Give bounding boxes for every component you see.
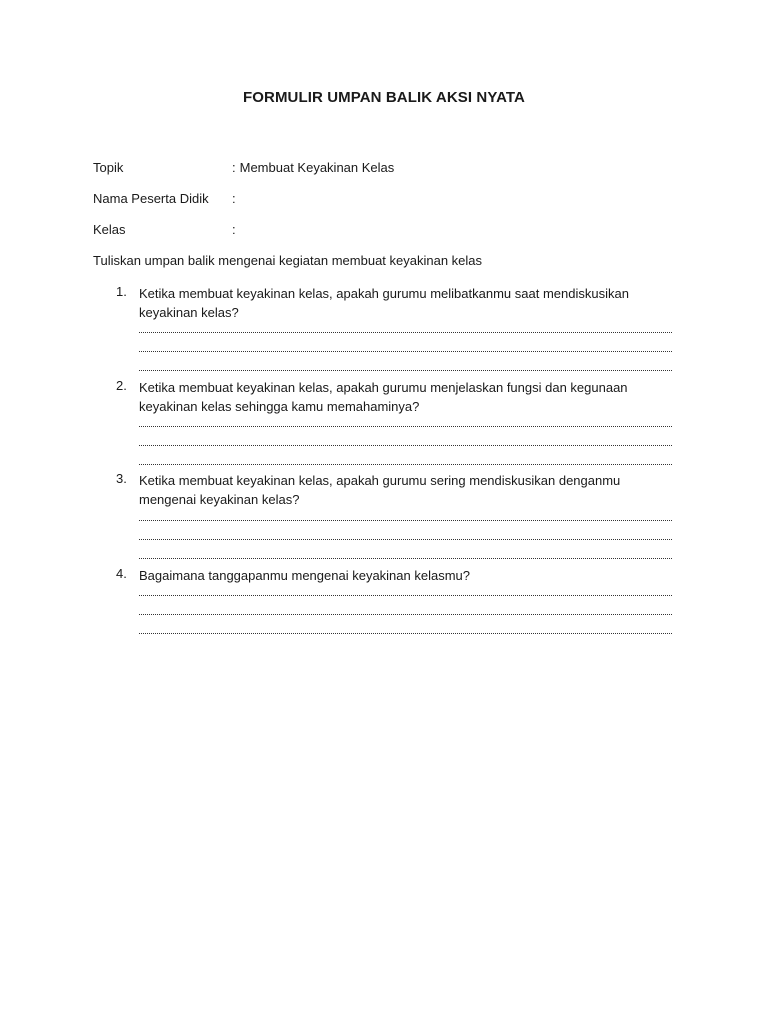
question-line: keyakinan kelas? (139, 305, 239, 320)
field-separator: : (232, 222, 236, 237)
answer-line[interactable] (139, 443, 672, 446)
question-number: 1. (116, 284, 127, 299)
answer-line[interactable] (139, 462, 672, 465)
question-number: 3. (116, 471, 127, 486)
question-text (139, 284, 679, 322)
question-line: Ketika membuat keyakinan kelas, apakah gurumu sering mendiskusikan denganmu (139, 473, 621, 488)
question-line: Ketika membuat keyakinan kelas, apakah gurumu melibatkanmu saat mendiskusikan (139, 286, 629, 301)
question-line: Ketika membuat keyakinan kelas, apakah gurumu menjelaskan fungsi dan kegunaan (139, 380, 628, 395)
answer-line[interactable] (139, 537, 672, 540)
answer-line[interactable] (139, 518, 672, 521)
question-text (139, 471, 679, 509)
answer-line[interactable] (139, 612, 672, 615)
answer-line[interactable] (139, 368, 672, 371)
field-topik (93, 160, 394, 175)
field-separator: : (232, 191, 236, 206)
question-text (139, 378, 679, 416)
answer-line[interactable] (139, 424, 672, 427)
question-number: 2. (116, 378, 127, 393)
answer-line[interactable] (139, 349, 672, 352)
answer-line[interactable] (139, 593, 672, 596)
question-line: keyakinan kelas sehingga kamu memahaminya? (139, 399, 420, 414)
field-label: Kelas (93, 222, 126, 237)
answer-line[interactable] (139, 556, 672, 559)
question-line: Bagaimana tanggapanmu mengenai keyakinan kelasmu? (139, 568, 470, 583)
field-nama-peserta-didik (93, 191, 240, 206)
answer-line[interactable] (139, 631, 672, 634)
question-line: mengenai keyakinan kelas? (139, 492, 300, 507)
field-label: Nama Peserta Didik (93, 191, 209, 206)
question-text (139, 566, 679, 585)
instruction-text: Tuliskan umpan balik mengenai kegiatan membuat keyakinan kelas (93, 253, 483, 268)
form-title: FORMULIR UMPAN BALIK AKSI NYATA (243, 89, 525, 106)
field-kelas (93, 222, 240, 237)
field-value: Membuat Keyakinan Kelas (239, 160, 395, 175)
field-separator: : (232, 160, 236, 175)
field-label: Topik (93, 160, 124, 175)
question-number: 4. (116, 566, 127, 581)
answer-line[interactable] (139, 330, 672, 333)
